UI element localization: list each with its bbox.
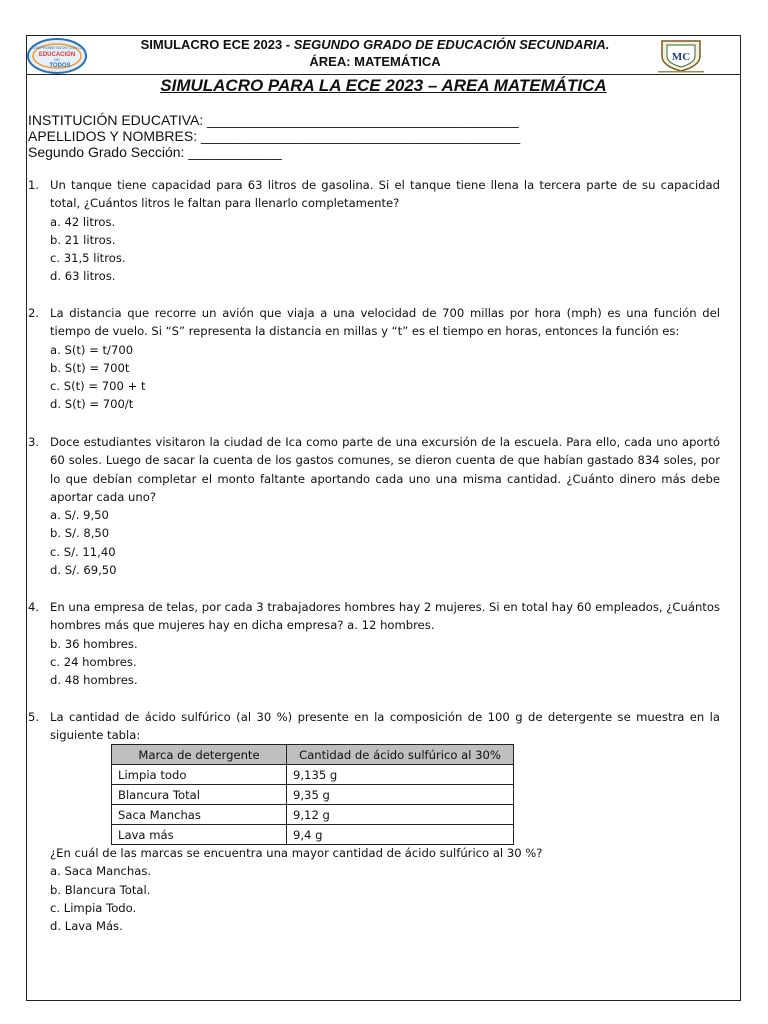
detergent-table — [111, 744, 514, 845]
option-c[interactable]: c. S/. 11,40 — [50, 544, 116, 559]
svg-text:TODOS: TODOS — [49, 63, 71, 69]
table-header: Cantidad de ácido sulfúrico al 30% — [287, 745, 514, 765]
question-number: 3. — [28, 435, 40, 449]
option-c[interactable]: c. 31,5 litros. — [50, 251, 126, 266]
table-header-row — [112, 745, 514, 765]
table-cell: Limpia todo — [112, 765, 287, 785]
question-number: 1. — [28, 178, 40, 192]
question-5 — [28, 708, 720, 745]
option-a[interactable]: a. 42 litros. — [50, 214, 116, 229]
option-c[interactable]: c. 24 hombres. — [50, 654, 137, 669]
question-number: 2. — [28, 306, 40, 320]
question-1 — [28, 176, 720, 286]
table-cell: 9,135 g — [287, 765, 514, 785]
question-number: 4. — [28, 600, 40, 614]
question-3 — [28, 433, 720, 579]
table-row — [112, 805, 514, 825]
option-c[interactable]: c. Limpia Todo. — [50, 900, 137, 915]
svg-text:DE: DE — [54, 57, 60, 62]
table-cell: Lava más — [112, 825, 287, 845]
table-row — [112, 785, 514, 805]
svg-text:MC: MC — [671, 51, 691, 63]
svg-text:COMPROMETIDOS CON LA: COMPROMETIDOS CON LA — [30, 45, 84, 50]
option-c[interactable]: c. S(t) = 700 + t — [50, 379, 146, 394]
table-cell: 9,4 g — [287, 825, 514, 845]
page-title: SIMULACRO PARA LA ECE 2023 – AREA MATEMÁTICA — [160, 76, 607, 95]
question-number: 5. — [28, 710, 40, 724]
table-cell: Blancura Total — [112, 785, 287, 805]
question-5-followup — [50, 844, 542, 935]
header-line-1-italic: SEGUNDO GRADO DE EDUCACIÓN SECUNDARIA. — [293, 37, 610, 52]
question-stem: La distancia que recorre un avión que viaja a una velocidad de 700 millas por hora (mph) es una función del tiempo de vuelo. Si “S” representa la distancia en millas y “t” es el tiempo en horas, entonces la función es: — [50, 306, 720, 339]
header-line-2: ÁREA: MATEMÁTICA — [309, 54, 441, 69]
option-b[interactable]: b. Blancura Total. — [50, 882, 151, 897]
section-field[interactable]: Segundo Grado Sección: ____________ — [28, 144, 282, 160]
option-d[interactable]: d. S(t) = 700/t — [50, 397, 134, 412]
option-d[interactable]: d. 63 litros. — [50, 269, 116, 284]
option-b[interactable]: b. 21 litros. — [50, 232, 116, 247]
table-cell: 9,12 g — [287, 805, 514, 825]
option-d[interactable]: d. 48 hombres. — [50, 673, 138, 688]
header-line-1-plain: SIMULACRO ECE 2023 - — [140, 37, 294, 52]
education-logo — [26, 36, 88, 76]
question-stem: En una empresa de telas, por cada 3 trabajadores hombres hay 2 mujeres. Si en total hay 60 empleados, ¿Cuántos hombres más que mujeres hay en dicha empresa? a. 12 hombres. — [50, 600, 720, 633]
table-row — [112, 765, 514, 785]
institution-field[interactable]: INSTITUCIÓN EDUCATIVA: ________________________________________ — [28, 112, 519, 128]
table-header: Marca de detergente — [112, 745, 287, 765]
school-crest-logo — [654, 38, 708, 74]
option-b[interactable]: b. S(t) = 700t — [50, 360, 130, 375]
option-b[interactable]: b. 36 hombres. — [50, 636, 138, 651]
question-stem: La cantidad de ácido sulfúrico (al 30 %) presente en la composición de 100 g de detergente se muestra en la siguiente tabla: — [50, 710, 720, 743]
name-field[interactable]: APELLIDOS Y NOMBRES: _________________________________________ — [28, 128, 521, 144]
table-cell: 9,35 g — [287, 785, 514, 805]
svg-text:EDUCACIÓN: EDUCACIÓN — [38, 52, 76, 58]
question-stem: Un tanque tiene capacidad para 63 litros de gasolina. Si el tanque tiene llena la tercera parte de su capacidad total, ¿Cuántos litros le faltan para llenarlo completamente? — [50, 178, 720, 211]
option-b[interactable]: b. S/. 8,50 — [50, 526, 110, 541]
option-d[interactable]: d. S/. 69,50 — [50, 563, 117, 578]
question-2 — [28, 304, 720, 414]
question-stem: Doce estudiantes visitaron la ciudad de Ica como parte de una excursión de la escuela. Para ello, cada uno aportó 60 soles. Luego de sacar la cuenta de los gastos comunes, se dieron cuenta de que habían gastado 834 soles, por lo que debían completar el monto faltante aportando cada uno una misma cantidad. ¿Cuánto dinero más debe aportar cada uno? — [50, 435, 720, 504]
option-a[interactable]: a. S(t) = t/700 — [50, 342, 134, 357]
header-divider — [26, 74, 741, 75]
header-line-1 — [100, 37, 650, 52]
table-row — [112, 825, 514, 845]
option-a[interactable]: a. Saca Manchas. — [50, 864, 152, 879]
table-cell: Saca Manchas — [112, 805, 287, 825]
option-a[interactable]: a. S/. 9,50 — [50, 508, 109, 523]
question-stem: ¿En cuál de las marcas se encuentra una mayor cantidad de ácido sulfúrico al 30 %? — [50, 846, 543, 860]
question-4 — [28, 598, 720, 689]
option-d[interactable]: d. Lava Más. — [50, 919, 123, 934]
